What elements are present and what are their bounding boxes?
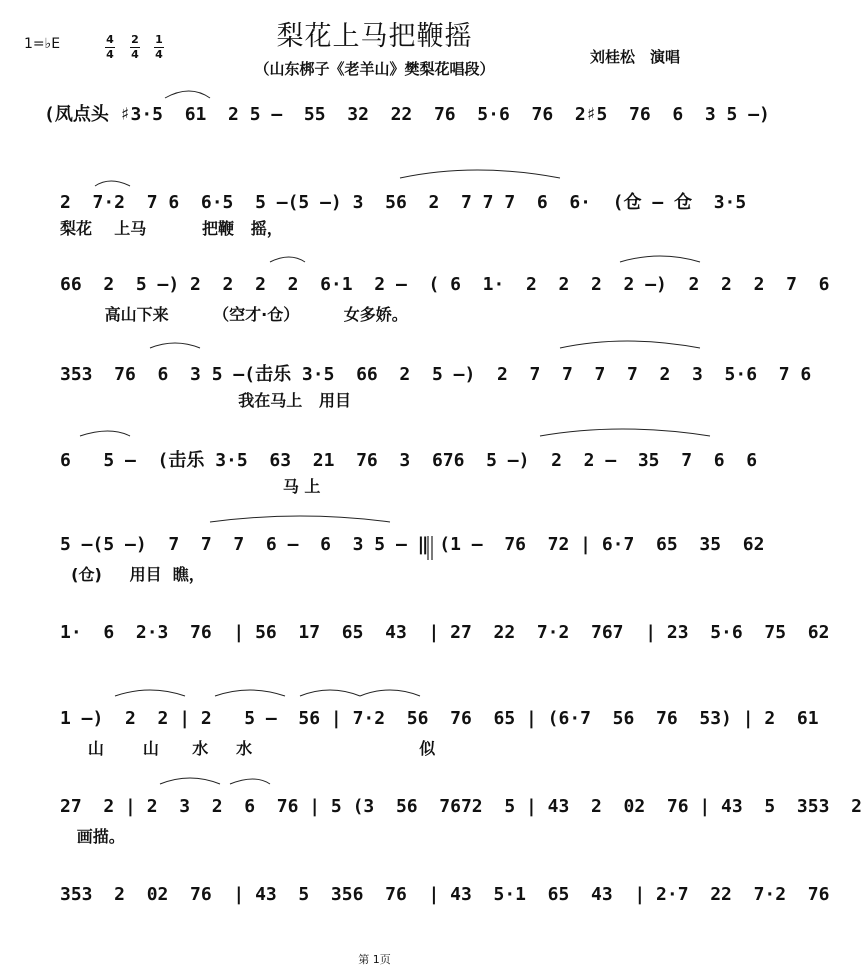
score-line-2-notes: 2 7·2 7 6 6·5 5 –(5 –) 3 56 2 7 7 7 6 6· (仓 – 仓 3·5 xyxy=(60,192,747,213)
score-line-8-notes: 1 –) 2 2 | 2 5 – 56 | 7·2 56 76 65 | (6·7 56 76 53) | 2 61 xyxy=(60,708,819,729)
score-line-6-lyrics: (仓) 用目 瞧， xyxy=(60,565,205,584)
page-title: 梨花上马把鞭摇 xyxy=(276,21,473,52)
score-line-8-lyrics: 山 山 水 水 似 xyxy=(60,739,436,758)
time-signature-1-4: 1 4 xyxy=(155,33,163,61)
score-line-7-notes: 1· 6 2·3 76 | 56 17 65 43 | 27 22 7·2 767 | 23 5·6 75 62 xyxy=(60,622,830,643)
score-line-1-notes: (凤点头 ♯3·5 61 2 5 – 55 32 22 76 5·6 76 2♯5 76 6 3 5 –) xyxy=(44,104,770,125)
score-line-4-lyrics: 我在马上 用目 xyxy=(60,391,351,410)
score-line-9-notes: 27 2 | 2 3 2 6 76 | 5 (3 56 7672 5 | 43 2 02 76 | 43 5 353 2 xyxy=(60,796,862,817)
time-signature-2-4: 2 4 xyxy=(131,33,139,61)
singer-credit: 刘桂松 演唱 xyxy=(590,48,681,66)
score-line-4-notes: 353 76 6 3 5 –(击乐 3·5 66 2 5 –) 2 7 7 7 7 2 3 5·6 7 6 xyxy=(60,364,812,385)
score-line-6-notes: 5 –(5 –) 7 7 7 6 – 6 3 5 – ‖ (1 – 76 72 | 6·7 65 35 62 xyxy=(60,534,765,555)
score-line-9-lyrics: 画描。 xyxy=(60,827,125,846)
score-line-3-lyrics: 高山下来 （空才·仓） 女多娇。 xyxy=(60,305,408,324)
score-line-3-notes: 66 2 5 –) 2 2 2 2 6·1 2 – ( 6 1· 2 2 2 2 –) 2 2 2 7 6 xyxy=(60,274,830,295)
time-signature-4-4: 4 4 xyxy=(106,33,114,61)
score-line-5-lyrics: 马 上 xyxy=(60,477,321,496)
page-number: 第 1页 xyxy=(358,953,391,966)
score-line-2-lyrics: 梨花 上马 把鞭 摇， xyxy=(60,219,283,238)
score-line-10-notes: 353 2 02 76 | 43 5 356 76 | 43 5·1 65 43 | 2·7 22 7·2 76 xyxy=(60,884,830,905)
key-signature: 1=♭E xyxy=(24,36,61,52)
score-line-5-notes: 6 5 – (击乐 3·5 63 21 76 3 676 5 –) 2 2 – 35 7 6 6 xyxy=(60,450,758,471)
page-subtitle: （山东梆子《老羊山》樊梨花唱段） xyxy=(254,60,495,78)
